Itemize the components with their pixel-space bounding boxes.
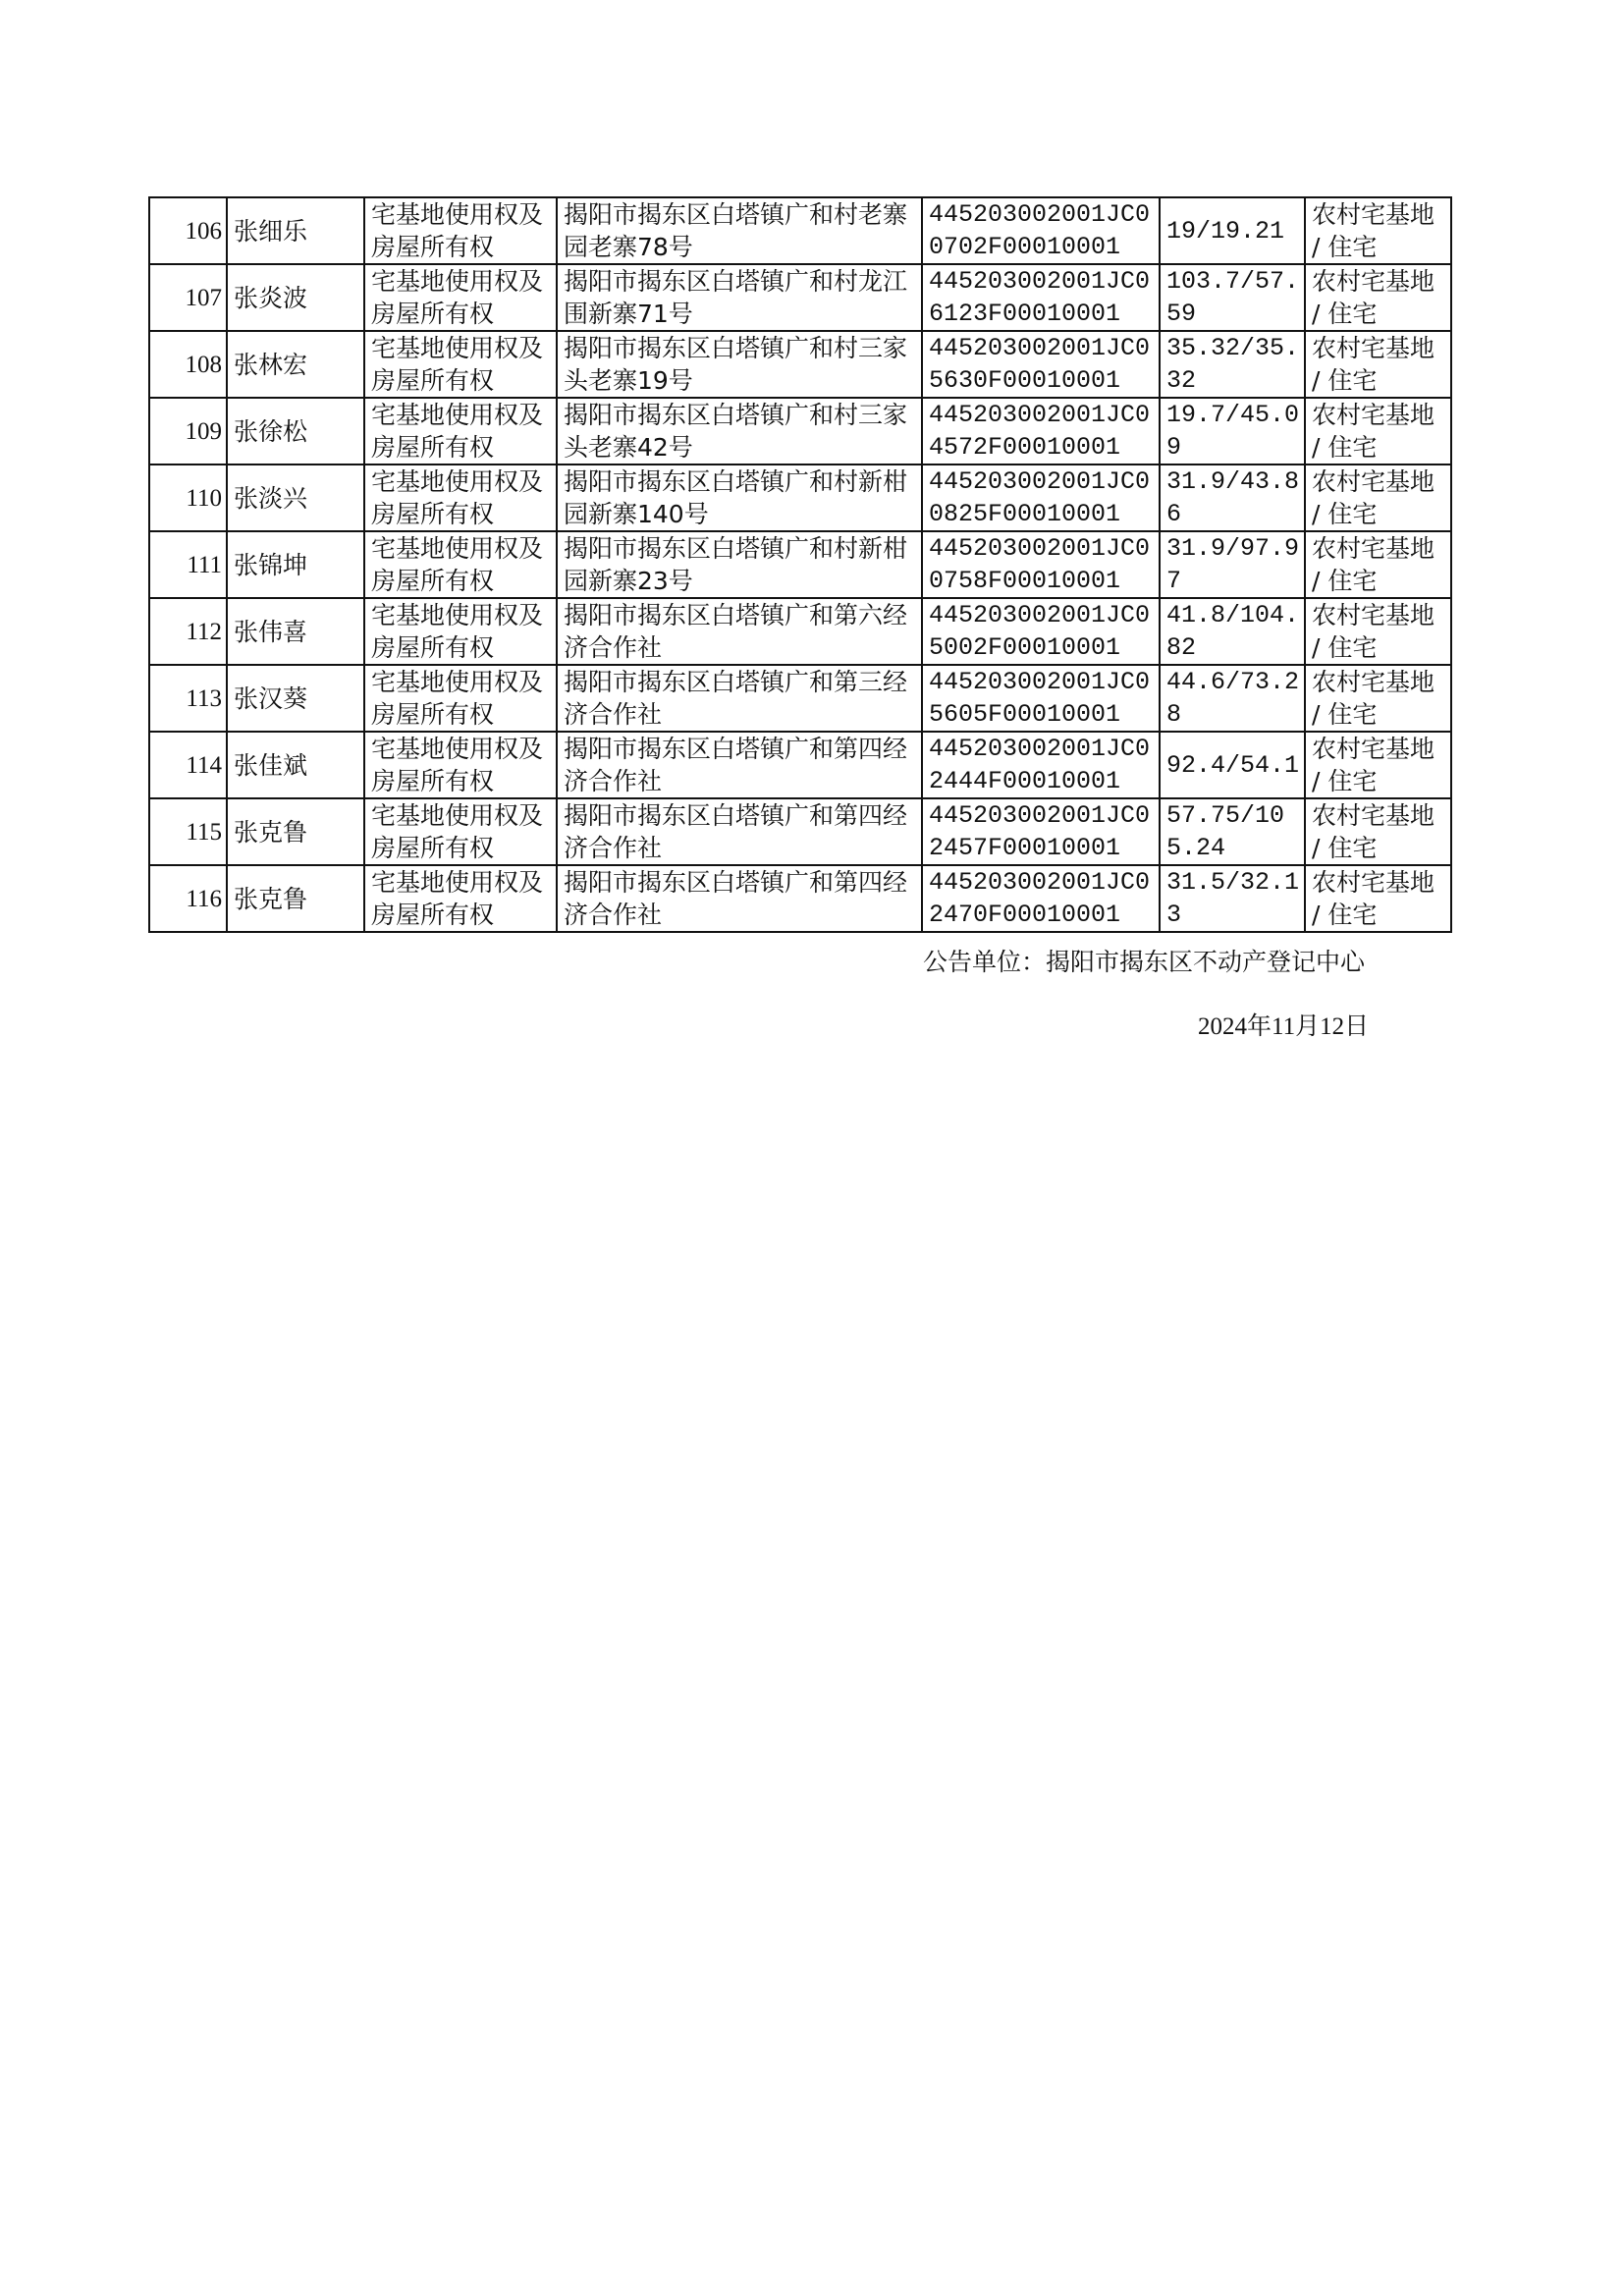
property-unit-code bbox=[922, 531, 1160, 598]
property-unit-code-text: 445203002001JC04572F00010001 bbox=[929, 401, 1151, 462]
right-type bbox=[364, 665, 557, 732]
right-type bbox=[364, 331, 557, 398]
row-number-text: 115 bbox=[186, 818, 222, 846]
owner-name-text: 张炎波 bbox=[234, 283, 308, 312]
table-row bbox=[149, 598, 1451, 665]
area-value bbox=[1160, 865, 1305, 932]
right-type bbox=[364, 865, 557, 932]
property-unit-code bbox=[922, 464, 1160, 531]
land-use bbox=[1305, 798, 1451, 865]
area-value-text: 19.7/45.09 bbox=[1166, 401, 1300, 462]
land-use bbox=[1305, 398, 1451, 464]
right-type-text: 宅基地使用权及房屋所有权 bbox=[371, 401, 544, 462]
area-value bbox=[1160, 598, 1305, 665]
property-address bbox=[557, 732, 922, 798]
table-row bbox=[149, 531, 1451, 598]
property-unit-code bbox=[922, 665, 1160, 732]
land-use bbox=[1305, 264, 1451, 331]
property-unit-code-text: 445203002001JC05605F00010001 bbox=[929, 668, 1151, 729]
row-number-text: 112 bbox=[186, 618, 222, 645]
owner-name bbox=[227, 798, 364, 865]
property-address bbox=[557, 264, 922, 331]
owner-name bbox=[227, 531, 364, 598]
land-use-text: 农村宅基地 / 住宅 bbox=[1312, 200, 1435, 261]
property-address-text: 揭阳市揭东区白塔镇广和村老寨园老寨78号 bbox=[564, 200, 908, 261]
area-value bbox=[1160, 464, 1305, 531]
property-address bbox=[557, 398, 922, 464]
table-row bbox=[149, 464, 1451, 531]
property-address-text: 揭阳市揭东区白塔镇广和第四经济合作社 bbox=[564, 868, 908, 929]
row-number-text: 109 bbox=[185, 417, 222, 445]
property-unit-code-text: 445203002001JC05630F00010001 bbox=[929, 334, 1151, 395]
property-address-text: 揭阳市揭东区白塔镇广和村龙江围新寨71号 bbox=[564, 267, 908, 328]
right-type-text: 宅基地使用权及房屋所有权 bbox=[371, 601, 544, 662]
owner-name-text: 张淡兴 bbox=[234, 483, 308, 513]
right-type bbox=[364, 531, 557, 598]
row-number bbox=[149, 665, 227, 732]
table-row bbox=[149, 665, 1451, 732]
right-type-text: 宅基地使用权及房屋所有权 bbox=[371, 668, 544, 729]
row-number bbox=[149, 331, 227, 398]
property-unit-code bbox=[922, 865, 1160, 932]
right-type bbox=[364, 732, 557, 798]
table-row bbox=[149, 197, 1451, 264]
announcing-unit: 公告单位：揭阳市揭东区不动产登记中心 bbox=[923, 948, 1366, 976]
land-use bbox=[1305, 331, 1451, 398]
land-use-text: 农村宅基地 / 住宅 bbox=[1312, 601, 1435, 662]
row-number bbox=[149, 598, 227, 665]
owner-name-text: 张伟喜 bbox=[234, 617, 308, 646]
property-address-text: 揭阳市揭东区白塔镇广和第三经济合作社 bbox=[564, 668, 908, 729]
row-number-text: 111 bbox=[187, 551, 222, 578]
property-unit-code bbox=[922, 732, 1160, 798]
owner-name bbox=[227, 464, 364, 531]
area-value-text: 92.4/54.1 bbox=[1166, 750, 1300, 780]
area-value bbox=[1160, 732, 1305, 798]
right-type-text: 宅基地使用权及房屋所有权 bbox=[371, 801, 544, 862]
row-number-text: 107 bbox=[185, 284, 222, 311]
row-number bbox=[149, 531, 227, 598]
property-address-text: 揭阳市揭东区白塔镇广和村新柑园新寨23号 bbox=[564, 534, 908, 595]
owner-name bbox=[227, 665, 364, 732]
owner-name bbox=[227, 865, 364, 932]
row-number-text: 116 bbox=[186, 885, 222, 912]
land-use-text: 农村宅基地 / 住宅 bbox=[1312, 334, 1435, 395]
right-type-text: 宅基地使用权及房屋所有权 bbox=[371, 868, 544, 929]
property-unit-code bbox=[922, 598, 1160, 665]
land-use-text: 农村宅基地 / 住宅 bbox=[1312, 534, 1435, 595]
land-use-text: 农村宅基地 / 住宅 bbox=[1312, 467, 1435, 528]
property-address bbox=[557, 197, 922, 264]
land-use-text: 农村宅基地 / 住宅 bbox=[1312, 868, 1435, 929]
land-use-text: 农村宅基地 / 住宅 bbox=[1312, 668, 1435, 729]
owner-name bbox=[227, 732, 364, 798]
property-address-text: 揭阳市揭东区白塔镇广和村三家头老寨19号 bbox=[564, 334, 908, 395]
property-address bbox=[557, 665, 922, 732]
right-type-text: 宅基地使用权及房屋所有权 bbox=[371, 467, 544, 528]
area-value-text: 19/19.21 bbox=[1166, 216, 1285, 246]
area-value bbox=[1160, 531, 1305, 598]
property-address-text: 揭阳市揭东区白塔镇广和第六经济合作社 bbox=[564, 601, 908, 662]
property-unit-code bbox=[922, 331, 1160, 398]
table-row bbox=[149, 732, 1451, 798]
land-use-text: 农村宅基地 / 住宅 bbox=[1312, 801, 1435, 862]
property-address-text: 揭阳市揭东区白塔镇广和第四经济合作社 bbox=[564, 735, 908, 795]
area-value-text: 103.7/57.59 bbox=[1166, 267, 1300, 328]
right-type-text: 宅基地使用权及房屋所有权 bbox=[371, 534, 544, 595]
owner-name bbox=[227, 264, 364, 331]
property-unit-code bbox=[922, 264, 1160, 331]
area-value bbox=[1160, 197, 1305, 264]
right-type bbox=[364, 598, 557, 665]
property-unit-code-text: 445203002001JC02444F00010001 bbox=[929, 735, 1151, 795]
area-value-text: 35.32/35.32 bbox=[1166, 334, 1300, 395]
property-unit-code-text: 445203002001JC02470F00010001 bbox=[929, 868, 1151, 929]
property-unit-code-text: 445203002001JC00702F00010001 bbox=[929, 200, 1151, 261]
table-row bbox=[149, 865, 1451, 932]
owner-name-text: 张汉葵 bbox=[234, 683, 308, 713]
row-number bbox=[149, 197, 227, 264]
property-unit-code-text: 445203002001JC00825F00010001 bbox=[929, 467, 1151, 528]
owner-name-text: 张锦坤 bbox=[234, 550, 308, 579]
land-use bbox=[1305, 865, 1451, 932]
land-use bbox=[1305, 197, 1451, 264]
right-type bbox=[364, 798, 557, 865]
row-number-text: 110 bbox=[186, 484, 222, 512]
row-number-text: 113 bbox=[186, 684, 222, 712]
table-row bbox=[149, 331, 1451, 398]
announcement-date: 2024年11月12日 bbox=[1198, 1013, 1370, 1040]
right-type-text: 宅基地使用权及房屋所有权 bbox=[371, 334, 544, 395]
owner-name bbox=[227, 398, 364, 464]
row-number bbox=[149, 865, 227, 932]
row-number-text: 108 bbox=[185, 351, 222, 378]
area-value bbox=[1160, 331, 1305, 398]
area-value bbox=[1160, 398, 1305, 464]
land-use-text: 农村宅基地 / 住宅 bbox=[1312, 401, 1435, 462]
property-address bbox=[557, 798, 922, 865]
owner-name-text: 张细乐 bbox=[234, 216, 308, 246]
registry-body bbox=[149, 197, 1451, 932]
property-address-text: 揭阳市揭东区白塔镇广和村三家头老寨42号 bbox=[564, 401, 908, 462]
land-use-text: 农村宅基地 / 住宅 bbox=[1312, 267, 1435, 328]
property-unit-code bbox=[922, 798, 1160, 865]
row-number-text: 106 bbox=[185, 217, 222, 245]
property-address bbox=[557, 865, 922, 932]
area-value-text: 57.75/105.24 bbox=[1166, 801, 1285, 862]
area-value bbox=[1160, 264, 1305, 331]
registry-table bbox=[148, 196, 1452, 933]
area-value bbox=[1160, 665, 1305, 732]
owner-name-text: 张徐松 bbox=[234, 416, 308, 446]
area-value bbox=[1160, 798, 1305, 865]
land-use bbox=[1305, 531, 1451, 598]
owner-name bbox=[227, 331, 364, 398]
property-unit-code-text: 445203002001JC06123F00010001 bbox=[929, 267, 1151, 328]
property-address bbox=[557, 464, 922, 531]
owner-name bbox=[227, 598, 364, 665]
row-number bbox=[149, 798, 227, 865]
property-address bbox=[557, 598, 922, 665]
right-type-text: 宅基地使用权及房屋所有权 bbox=[371, 267, 544, 328]
table-row bbox=[149, 398, 1451, 464]
row-number bbox=[149, 398, 227, 464]
row-number bbox=[149, 732, 227, 798]
right-type bbox=[364, 398, 557, 464]
land-use bbox=[1305, 598, 1451, 665]
row-number bbox=[149, 264, 227, 331]
right-type bbox=[364, 264, 557, 331]
property-address bbox=[557, 531, 922, 598]
area-value-text: 44.6/73.28 bbox=[1166, 668, 1300, 729]
owner-name-text: 张林宏 bbox=[234, 350, 308, 379]
area-value-text: 31.9/43.86 bbox=[1166, 467, 1300, 528]
property-unit-code-text: 445203002001JC00758F00010001 bbox=[929, 534, 1151, 595]
area-value-text: 41.8/104.82 bbox=[1166, 601, 1300, 662]
owner-name-text: 张克鲁 bbox=[234, 884, 308, 913]
owner-name bbox=[227, 197, 364, 264]
land-use bbox=[1305, 464, 1451, 531]
property-unit-code-text: 445203002001JC05002F00010001 bbox=[929, 601, 1151, 662]
row-number bbox=[149, 464, 227, 531]
property-address-text: 揭阳市揭东区白塔镇广和村新柑园新寨140号 bbox=[564, 467, 908, 528]
property-unit-code-text: 445203002001JC02457F00010001 bbox=[929, 801, 1151, 862]
right-type-text: 宅基地使用权及房屋所有权 bbox=[371, 200, 544, 261]
area-value-text: 31.9/97.97 bbox=[1166, 534, 1300, 595]
property-address bbox=[557, 331, 922, 398]
owner-name-text: 张克鲁 bbox=[234, 817, 308, 847]
right-type bbox=[364, 464, 557, 531]
property-unit-code bbox=[922, 398, 1160, 464]
land-use bbox=[1305, 732, 1451, 798]
table-row bbox=[149, 798, 1451, 865]
table-row bbox=[149, 264, 1451, 331]
property-address-text: 揭阳市揭东区白塔镇广和第四经济合作社 bbox=[564, 801, 908, 862]
area-value-text: 31.5/32.13 bbox=[1166, 868, 1300, 929]
row-number-text: 114 bbox=[186, 751, 222, 779]
land-use bbox=[1305, 665, 1451, 732]
land-use-text: 农村宅基地 / 住宅 bbox=[1312, 735, 1435, 795]
owner-name-text: 张佳斌 bbox=[234, 750, 308, 780]
right-type-text: 宅基地使用权及房屋所有权 bbox=[371, 735, 544, 795]
right-type bbox=[364, 197, 557, 264]
property-unit-code bbox=[922, 197, 1160, 264]
